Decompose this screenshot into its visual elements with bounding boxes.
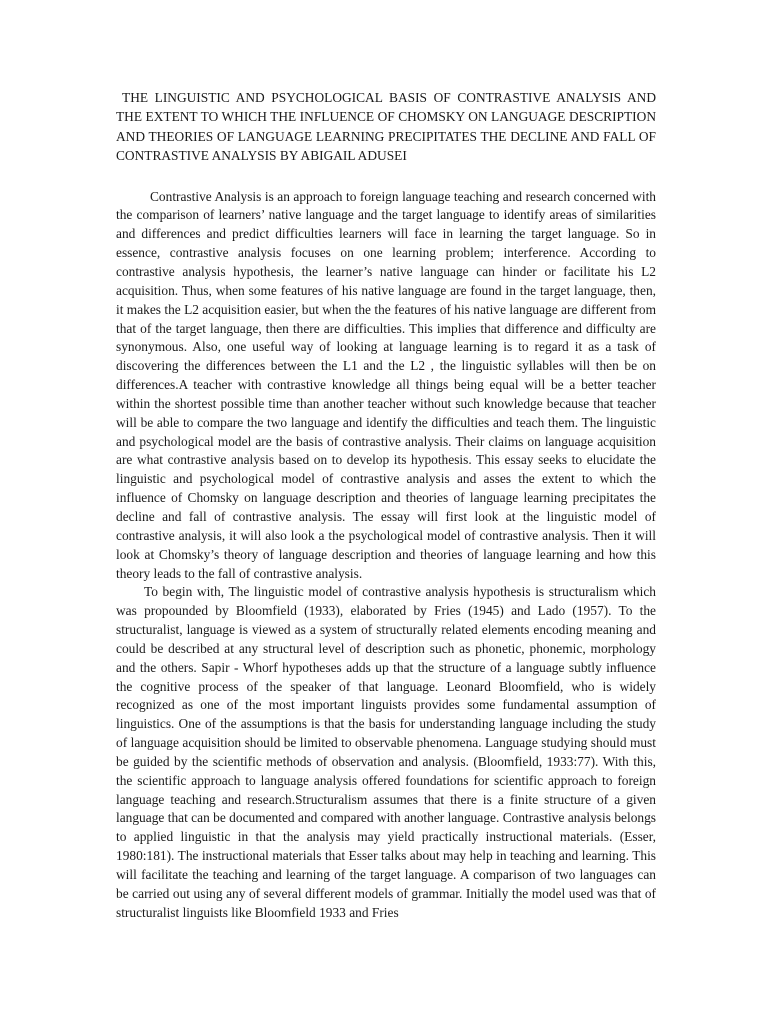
paragraph-linguistic-model: To begin with, The linguistic model of contrastive analysis hypothesis is structuralism which was propounded by Bloomfield (1933), elaborated by Fries (1945) and Lado (1957). To the structuralist, language is viewed as a system of structurally related elements encoding meaning and could be described at any structural level of description such as phonetic, phonemic, morphology and the others. Sapir - Whorf hypotheses adds up that the structure of a language subtly influence the cognitive process of the speaker of that language. Leonard Bloomfield, who is widely recognized as one of the most important linguists provides some fundamental assumption of linguistics. One of the assumptions is that the basis for understanding language including the study of language acquisition should be limited to observable phenomena. Language studying should must be guided by the scientific methods of observation and analysis. (Bloomfield, 1933:77). With this, the scientific approach to language analysis offered foundations for scientific approach to foreign language teaching and research.Structuralism assumes that there is a finite structure of a given language that can be documented and compared with another language. Contrastive analysis belongs to applied linguistic in that the analysis may yield practically instructional materials. (Esser, 1980:181). The instructional materials that Esser talks about may help in teaching and learning. This will facilitate the teaching and learning of the target language. A comparison of two languages can be carried out using any of several different models of grammar. Initially the model used was that of structuralist linguists like Bloomfield 1933 and Fries	[116, 584, 656, 920]
document-page	[116, 88, 656, 923]
document-body	[116, 188, 656, 923]
document-title: THE LINGUISTIC AND PSYCHOLOGICAL BASIS OF CONTRASTIVE ANALYSIS AND THE EXTENT TO WHICH THE INFLUENCE OF CHOMSKY ON LANGUAGE DESCRIPTION AND THEORIES OF LANGUAGE LEARNING PRECIPITATES THE DECLINE AND FALL OF CONTRASTIVE ANALYSIS BY ABIGAIL ADUSEI	[116, 90, 656, 164]
paragraph-intro: Contrastive Analysis is an approach to foreign language teaching and research concerned with the comparison of learners’ native language and the target language to identify areas of similarities and differences and predict difficulties learners will face in learning the target language. So in essence, contrastive analysis focuses on one learning problem; interference. According to contrastive analysis hypothesis, the learner’s native language can hinder or facilitate his L2 acquisition. Thus, when some features of his native language are found in the target language, then, it makes the L2 acquisition easier, but when the the features of his native language are different from that of the target language, then there are difficulties. This implies that difference and difficulty are synonymous. Also, one useful way of looking at language learning is to regard it as a task of discovering the differences between the L1 and the L2 , the linguistic syllables will then be on differences.A teacher with contrastive knowledge all things being equal will be a better teacher within the shortest possible time than another teacher without such knowledge because that teacher will be able to compare the two language and identify the difficulties and teach them. The linguistic and psychological model are the basis of contrastive analysis. Their claims on language acquisition are what contrastive analysis based on to develop its hypothesis. This essay seeks to elucidate the linguistic and psychological model of contrastive analysis and asses the extent to which the influence of Chomsky on language description and theories of language learning precipitates the decline and fall of contrastive analysis. The essay will first look at the linguistic model of contrastive analysis, it will also look a the psychological model of contrastive analysis. Then it will look at Chomsky’s theory of language description and theories of language learning and how this theory leads to the fall of contrastive analysis.	[116, 188, 656, 581]
